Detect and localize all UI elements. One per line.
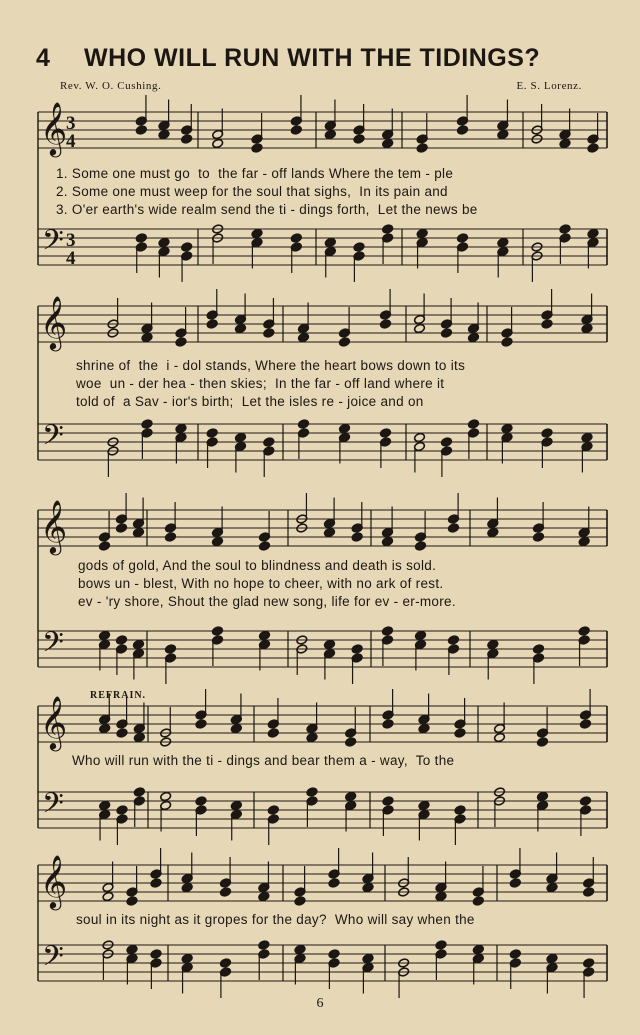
notehead	[448, 635, 460, 645]
notehead	[583, 958, 595, 968]
notehead	[497, 129, 509, 139]
notehead	[133, 732, 145, 742]
notehead	[230, 723, 242, 733]
notehead	[126, 896, 138, 906]
notehead	[345, 791, 357, 801]
treble-clef-icon: 𝄞	[40, 101, 68, 155]
notehead	[435, 891, 447, 901]
treble-clef-icon: 𝄞	[40, 695, 68, 749]
notehead	[509, 878, 521, 888]
notehead	[99, 630, 111, 640]
notehead	[537, 737, 549, 747]
page-number: 6	[316, 996, 324, 1011]
notehead	[263, 437, 275, 447]
notehead	[472, 944, 484, 954]
notehead	[324, 639, 336, 649]
notehead	[414, 323, 426, 333]
notehead	[165, 532, 177, 542]
notehead	[141, 332, 153, 342]
notehead	[220, 958, 232, 968]
notehead	[581, 323, 593, 333]
notehead	[116, 728, 128, 738]
notehead	[457, 125, 469, 135]
notehead	[472, 896, 484, 906]
notehead	[537, 791, 549, 801]
notehead	[158, 237, 170, 247]
notehead	[541, 319, 553, 329]
notehead	[294, 896, 306, 906]
notehead	[181, 953, 193, 963]
notehead	[181, 882, 193, 892]
notehead	[150, 878, 162, 888]
notehead	[487, 639, 499, 649]
notehead	[294, 944, 306, 954]
notehead	[382, 796, 394, 806]
notehead	[418, 800, 430, 810]
notehead	[580, 719, 592, 729]
notehead	[382, 536, 394, 546]
lyric-verse-1: shrine of the i - dol stands, Where the heart bows down to its	[76, 358, 466, 373]
notehead	[487, 527, 499, 537]
notehead	[251, 143, 263, 153]
notehead	[116, 805, 128, 815]
lyric-verse-3: told of a Sav - ior's birth; Let the isles re - joice and on	[76, 394, 424, 409]
notehead	[181, 134, 193, 144]
notehead	[441, 328, 453, 338]
notehead	[353, 242, 365, 252]
notehead	[546, 953, 558, 963]
notehead	[415, 541, 427, 551]
notehead	[415, 630, 427, 640]
notehead	[418, 723, 430, 733]
bass-clef-icon: 𝄢	[42, 940, 64, 980]
notehead	[339, 337, 351, 347]
notehead	[581, 432, 593, 442]
time-signature-bottom: 4	[66, 131, 76, 152]
notehead	[339, 423, 351, 433]
lyric-verse-2: bows un - blest, With no hope to cheer, with no ark of rest.	[78, 576, 444, 591]
notehead	[533, 532, 545, 542]
notehead	[362, 882, 374, 892]
notehead	[457, 233, 469, 243]
notehead	[263, 328, 275, 338]
lyricist-credit: Rev. W. O. Cushing.	[60, 80, 162, 92]
notehead	[509, 949, 521, 959]
notehead	[380, 319, 392, 329]
notehead	[559, 138, 571, 148]
treble-clef-icon: 𝄞	[40, 295, 68, 349]
time-signature-bottom: 4	[66, 248, 76, 269]
notehead	[353, 134, 365, 144]
notehead	[351, 644, 363, 654]
notehead	[99, 800, 111, 810]
notehead	[230, 800, 242, 810]
notehead	[362, 953, 374, 963]
notehead	[306, 732, 318, 742]
notehead	[454, 805, 466, 815]
notehead	[212, 536, 224, 546]
notehead	[382, 626, 394, 636]
notehead	[454, 728, 466, 738]
notehead	[328, 949, 340, 959]
notehead	[306, 787, 318, 797]
lyrics-system-5	[0, 912, 640, 944]
hymn-number: 4	[36, 44, 50, 72]
notehead	[501, 423, 513, 433]
lyrics-system-1	[0, 166, 640, 230]
notehead	[165, 644, 177, 654]
notehead	[494, 732, 506, 742]
notehead	[448, 523, 460, 533]
lyric-verse-3: 3. O'er earth's wide realm send the ti - dings forth, Let the news be	[56, 202, 478, 217]
bass-clef-icon: 𝄢	[42, 787, 64, 827]
notehead	[206, 428, 218, 438]
notehead	[324, 527, 336, 537]
notehead	[99, 723, 111, 733]
notehead	[380, 428, 392, 438]
notehead	[135, 125, 147, 135]
lyric-refrain-2: soul in its night as it gropes for the day? Who will say when the	[76, 912, 475, 927]
notehead	[258, 891, 270, 901]
notehead	[181, 242, 193, 252]
time-signature-top: 3	[66, 113, 76, 134]
notehead	[382, 719, 394, 729]
notehead	[126, 944, 138, 954]
notehead	[501, 337, 513, 347]
notehead	[290, 125, 302, 135]
notehead	[133, 787, 145, 797]
notehead	[133, 527, 145, 537]
notehead	[414, 432, 426, 442]
notehead	[546, 882, 558, 892]
notehead	[102, 891, 114, 901]
notehead	[324, 129, 336, 139]
notehead	[324, 237, 336, 247]
notehead	[133, 639, 145, 649]
notehead	[235, 323, 247, 333]
notehead	[99, 541, 111, 551]
notehead	[220, 887, 232, 897]
composer-credit: E. S. Lorenz.	[516, 80, 582, 92]
notehead	[298, 332, 310, 342]
notehead	[259, 630, 271, 640]
lyric-verse-1: gods of gold, And the soul to blindness and death is sold.	[78, 558, 437, 573]
treble-clef-icon: 𝄞	[40, 854, 68, 908]
lyric-verse-2: woe un - der hea - then skies; In the far - off land where it	[76, 376, 445, 391]
notehead	[195, 796, 207, 806]
time-signature-top: 3	[66, 230, 76, 251]
notehead	[206, 319, 218, 329]
notehead	[116, 635, 128, 645]
notehead	[212, 138, 224, 148]
notehead	[175, 423, 187, 433]
notehead	[533, 644, 545, 654]
notehead	[345, 737, 357, 747]
notehead	[578, 626, 590, 636]
notehead	[259, 541, 271, 551]
lyric-verse-3: ev - 'ry shore, Shout the glad new song, life for ev - er-more.	[78, 594, 456, 609]
notehead	[160, 791, 172, 801]
notehead	[150, 949, 162, 959]
notehead	[328, 878, 340, 888]
lyric-verse-2: 2. Some one must weep for the soul that sighs, In its pain and	[56, 184, 448, 199]
notehead	[497, 237, 509, 247]
notehead	[235, 432, 247, 442]
lyrics-system-3	[0, 558, 640, 622]
lyric-verse-1: 1. Some one must go to the far - off lands Where the tem - ple	[56, 166, 454, 181]
notehead	[382, 138, 394, 148]
notehead	[158, 129, 170, 139]
notehead	[580, 796, 592, 806]
notehead	[583, 887, 595, 897]
notehead	[195, 719, 207, 729]
refrain-label: REFRAIN.	[90, 690, 147, 701]
notehead	[116, 523, 128, 533]
bass-clef-icon: 𝄢	[42, 626, 64, 666]
notehead	[578, 536, 590, 546]
notehead	[175, 337, 187, 347]
hymn-title: WHO WILL RUN WITH THE TIDINGS?	[84, 44, 541, 72]
notehead	[290, 233, 302, 243]
notehead	[416, 143, 428, 153]
notehead	[267, 728, 279, 738]
notehead	[351, 532, 363, 542]
notehead	[587, 143, 599, 153]
bass-clef-icon: 𝄢	[42, 224, 64, 264]
notehead	[441, 437, 453, 447]
lyric-refrain-1: Who will run with the ti - dings and bear them a - way, To the	[72, 753, 455, 768]
treble-clef-icon: 𝄞	[40, 499, 68, 553]
notehead	[135, 233, 147, 243]
notehead	[212, 626, 224, 636]
notehead	[468, 332, 480, 342]
notehead	[541, 428, 553, 438]
lyrics-system-4	[0, 753, 640, 785]
bass-clef-icon: 𝄢	[42, 419, 64, 459]
lyrics-system-2	[0, 358, 640, 422]
notehead	[267, 805, 279, 815]
